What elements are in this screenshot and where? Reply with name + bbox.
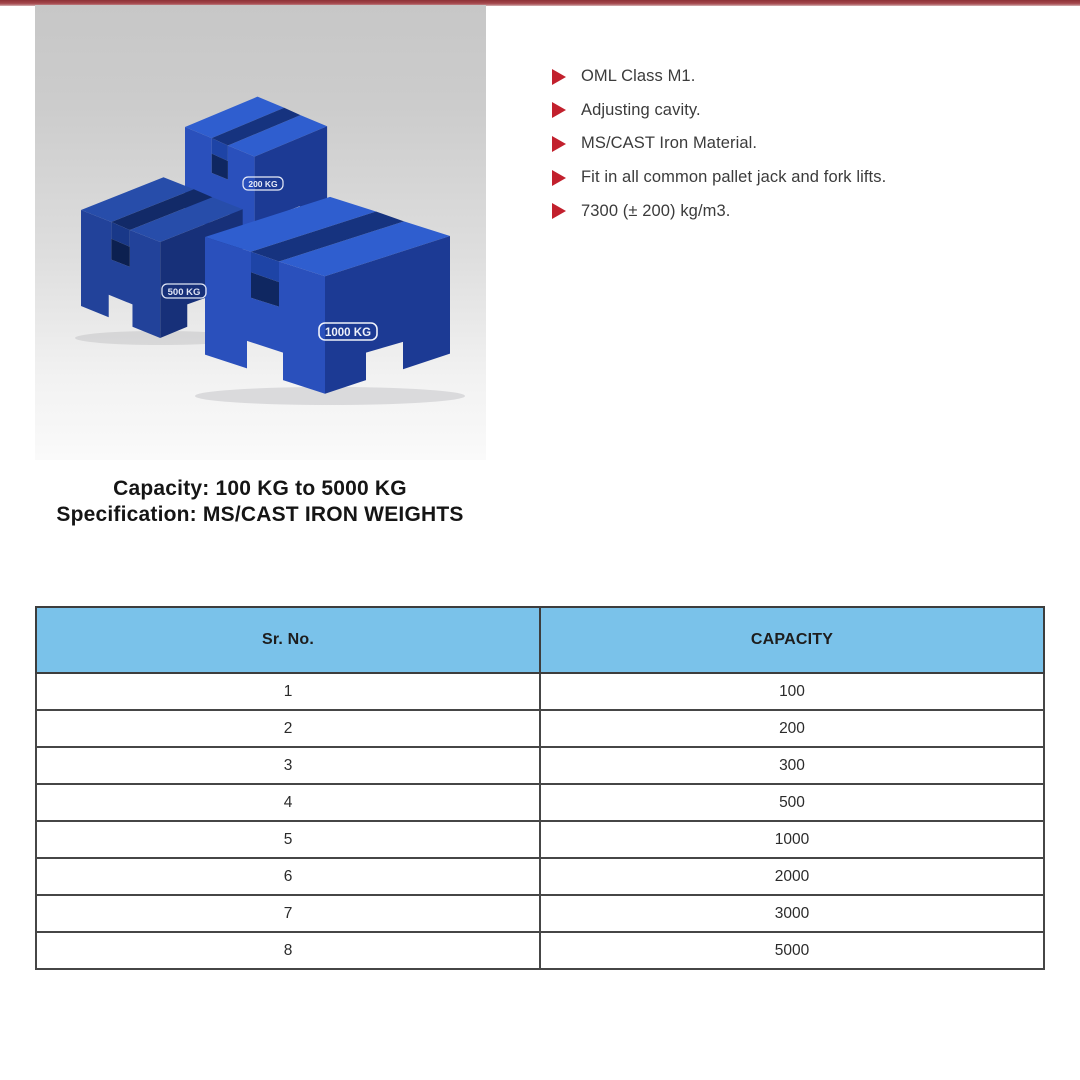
sr-no-cell: 1: [36, 673, 540, 710]
weight-label-text: 200 KG: [248, 179, 278, 189]
bullet-arrow-icon: [552, 102, 566, 118]
feature-item: [552, 94, 1042, 128]
capacity-cell: 3000: [540, 895, 1044, 932]
capacity-cell: 200: [540, 710, 1044, 747]
feature-text: Adjusting cavity.: [581, 100, 701, 119]
feature-text: 7300 (± 200) kg/m3.: [581, 201, 731, 220]
product-caption: [25, 476, 495, 528]
table-row: [36, 747, 1044, 784]
weight-block-1000kg: [205, 197, 450, 394]
sr-no-cell: 2: [36, 710, 540, 747]
capacity-cell: 2000: [540, 858, 1044, 895]
bullet-arrow-icon: [552, 203, 566, 219]
table-row: [36, 710, 1044, 747]
weight-label-200kg: [243, 177, 283, 190]
capacity-cell: 100: [540, 673, 1044, 710]
weight-label-500kg: [162, 284, 206, 298]
capacity-cell: 300: [540, 747, 1044, 784]
feature-text: Fit in all common pallet jack and fork lifts.: [581, 168, 887, 187]
feature-item: [552, 194, 1042, 228]
caption-specification: Specification: MS/CAST IRON WEIGHTS: [56, 503, 464, 526]
table-header-capacity: CAPACITY: [540, 607, 1044, 673]
sr-no-cell: 6: [36, 858, 540, 895]
bullet-arrow-icon: [552, 136, 566, 152]
bullet-arrow-icon: [552, 170, 566, 186]
sr-no-cell: 4: [36, 784, 540, 821]
table-header-sr-no: Sr. No.: [36, 607, 540, 673]
table-row: [36, 932, 1044, 969]
feature-text: OML Class M1.: [581, 67, 696, 86]
product-image: [35, 5, 486, 460]
table-row: [36, 895, 1044, 932]
feature-item: [552, 127, 1042, 161]
capacity-cell: 5000: [540, 932, 1044, 969]
sr-no-cell: 5: [36, 821, 540, 858]
table-row: [36, 673, 1044, 710]
capacity-cell: 500: [540, 784, 1044, 821]
feature-item: [552, 161, 1042, 195]
capacity-cell: 1000: [540, 821, 1044, 858]
caption-capacity: Capacity: 100 KG to 5000 KG: [113, 477, 407, 500]
weight-label-text: 500 KG: [167, 287, 201, 298]
feature-item: [552, 60, 1042, 94]
capacity-table: [35, 606, 1045, 970]
weight-label-text: 1000 KG: [324, 327, 372, 339]
table-row: [36, 784, 1044, 821]
bullet-arrow-icon: [552, 69, 566, 85]
sr-no-cell: 8: [36, 932, 540, 969]
weights-illustration: [35, 5, 486, 460]
sr-no-cell: 7: [36, 895, 540, 932]
table-header-row: [36, 607, 1044, 673]
table-row: [36, 821, 1044, 858]
sr-no-cell: 3: [36, 747, 540, 784]
feature-text: MS/CAST Iron Material.: [581, 134, 758, 153]
feature-list: [552, 60, 1042, 228]
table-row: [36, 858, 1044, 895]
